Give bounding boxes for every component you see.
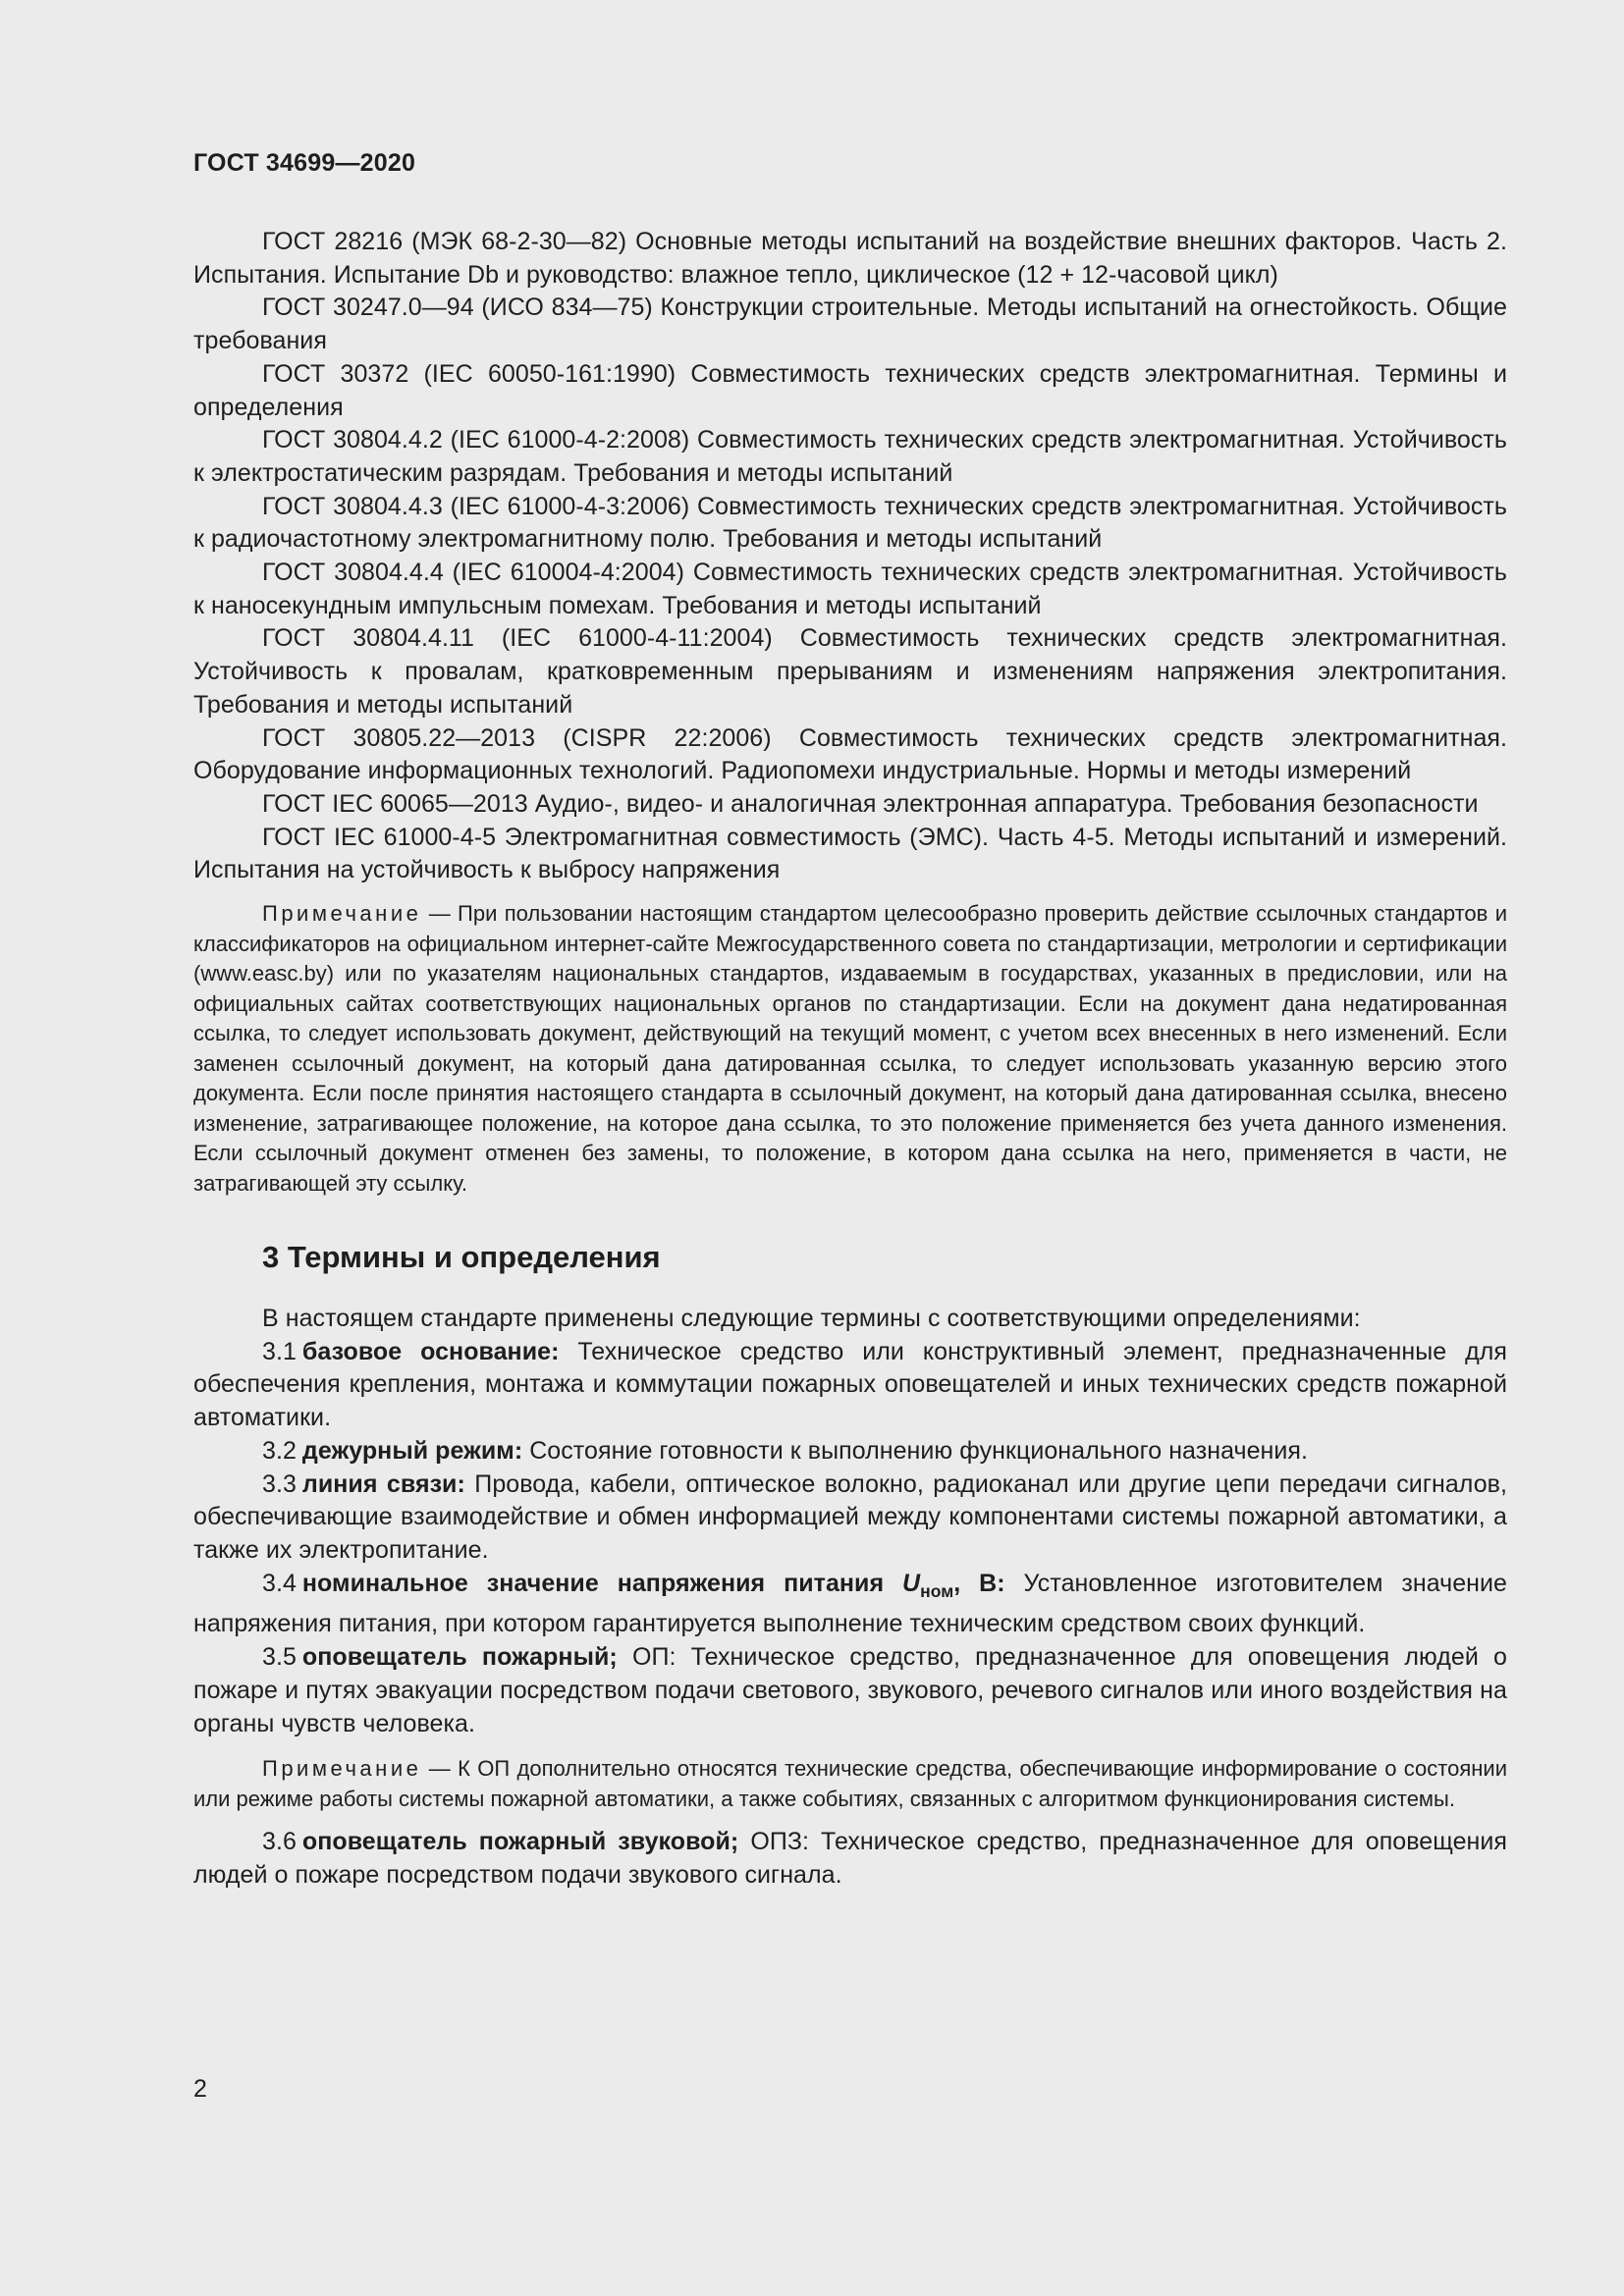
- term-definition: Провода, кабели, оптическое волокно, радиоканал или другие цепи передачи сигналов, обеспечивающие взаимодействие и обмен информацией между компонентами системы пожарной автоматики, а также их электропитание.: [193, 1469, 1507, 1564]
- note-term-3-5: [193, 1754, 1507, 1814]
- reference-item: ГОСТ IEC 61000-4-5 Электромагнитная совместимость (ЭМС). Часть 4-5. Методы испытаний и измерений. Испытания на устойчивость к выбросу напряжения: [193, 823, 1507, 884]
- term-name: оповещатель пожарный;: [301, 1643, 618, 1672]
- reference-item: ГОСТ 30247.0—94 (ИСО 834—75) Конструкции строительные. Методы испытаний на огнестойкость. Общие требования: [193, 294, 1507, 355]
- term-number: 3.5: [262, 1643, 297, 1672]
- term-definition: Состояние готовности к выполнению функционального назначения.: [522, 1436, 1308, 1465]
- reference-item: ГОСТ 30804.4.11 (IEC 61000-4-11:2004) Совместимость технических средств электромагнитная. Устойчивость к провалам, кратковременным прерываниям и изменениям напряжения электропитания. Требования и методы испытаний: [193, 624, 1507, 719]
- document-body: [193, 226, 1507, 1893]
- term-3-6: [193, 1826, 1507, 1892]
- reference-item: ГОСТ 30805.22—2013 (CISPR 22:2006) Совместимость технических средств электромагнитная. Оборудование информационных технологий. Радиопомехи индустриальные. Нормы и методы измерений: [193, 723, 1507, 785]
- term-definition: ОПЗ: Техническое средство, предназначенное для оповещения людей о пожаре посредством подачи звукового сигнала.: [193, 1828, 1507, 1889]
- term-name: номинальное значение напряжения питания: [301, 1569, 903, 1597]
- term-number: 3.2: [262, 1436, 297, 1465]
- term-3-4: [193, 1568, 1507, 1641]
- term-symbol-subscript: ном: [920, 1580, 954, 1601]
- term-definition: Техническое средство или конструктивный элемент, предназначенные для обеспечения крепления, монтажа и коммутации пожарных оповещателей и иных технических средств пожарной автоматики.: [193, 1337, 1507, 1432]
- note-references: [193, 899, 1507, 1199]
- term-name: оповещатель пожарный звуковой;: [301, 1828, 739, 1856]
- term-3-5: [193, 1641, 1507, 1740]
- term-number: 3.6: [262, 1828, 297, 1856]
- term-number: 3.4: [262, 1569, 297, 1597]
- term-number: 3.1: [262, 1337, 297, 1365]
- document-header: ГОСТ 34699—2020: [193, 149, 416, 177]
- reference-item: ГОСТ 28216 (МЭК 68-2-30—82) Основные методы испытаний на воздействие внешних факторов. Часть 2. Испытания. Испытание Db и руководство: влажное тепло, циклическое (12 + 12-часовой цикл): [193, 228, 1507, 289]
- note-label: Примечание: [262, 1756, 422, 1782]
- note-label: Примечание: [262, 901, 422, 927]
- term-number: 3.3: [262, 1469, 297, 1498]
- section-title: 3 Термины и определения: [262, 1240, 661, 1275]
- note-text: — При пользовании настоящим стандартом целесообразно проверить действие ссылочных стандартов и классификаторов на официальном интернет-сайте Межгосударственного совета по стандартизации, метрологии и сертификации (www.easc.by) или по указателям национальных стандартов, издаваемым в государствах, указанных в предисловии, или на официальных сайтах соответствующих национальных органов по стандартизации. Если на документ дана недатированная ссылка, то следует использовать документ, действующий на текущий момент, с учетом всех внесенных в него изменений. Если заменен ссылочный документ, на который дана датированная ссылка, то следует использовать указанную версию этого документа. Если после принятия настоящего стандарта в ссылочный документ, на который дана датированная ссылка, внесено изменение, затрагивающее положение, на которое дана ссылка, то это положение применяется без учета данного изменения. Если ссылочный документ отменен без замены, то положение, в котором дана ссылка на него, применяется в части, не затрагивающей эту ссылку.: [193, 901, 1507, 1196]
- section-intro: В настоящем стандарте применены следующие термины с соответствующими определениями:: [262, 1305, 1361, 1333]
- references-list: [193, 226, 1507, 887]
- term-3-1: [193, 1336, 1507, 1435]
- term-symbol: U: [902, 1569, 921, 1597]
- reference-item: ГОСТ 30804.4.4 (IEC 610004-4:2004) Совместимость технических средств электромагнитная. Устойчивость к наносекундным импульсным помехам. Требования и методы испытаний: [193, 559, 1507, 619]
- reference-item: ГОСТ 30372 (IEC 60050-161:1990) Совместимость технических средств электромагнитная. Термины и определения: [193, 359, 1507, 421]
- term-definition: ОП: Техническое средство, предназначенное для оповещения людей о пожаре и путях эвакуации посредством подачи светового, звукового, речевого сигналов или иного воздействия на органы чувств человека.: [193, 1643, 1508, 1737]
- term-name: базовое основание:: [301, 1337, 560, 1365]
- term-3-3: [193, 1468, 1507, 1568]
- note-text: — К ОП дополнительно относятся технические средства, обеспечивающие информирование о состоянии или режиме работы системы пожарной автоматики, а также событиях, связанных с алгоритмом функционирования системы.: [193, 1756, 1507, 1811]
- section-heading-wrap: [193, 1238, 1507, 1277]
- term-3-2: [193, 1435, 1507, 1468]
- term-definition: Установленное изготовителем значение напряжения питания, при котором гарантируется выполнение техническим средством своих функций.: [193, 1569, 1507, 1638]
- reference-item: ГОСТ 30804.4.2 (IEC 61000-4-2:2008) Совместимость технических средств электромагнитная. Устойчивость к электростатическим разрядам. Требования и методы испытаний: [193, 426, 1507, 487]
- reference-item: ГОСТ 30804.4.3 (IEC 61000-4-3:2006) Совместимость технических средств электромагнитная. Устойчивость к радиочастотному электромагнитному полю. Требования и методы испытаний: [193, 492, 1507, 554]
- page-number: 2: [193, 2075, 207, 2103]
- term-name-tail: , В:: [953, 1569, 1005, 1597]
- reference-item: ГОСТ IEC 60065—2013 Аудио-, видео- и аналогичная электронная аппаратура. Требования безопасности: [262, 789, 1479, 818]
- term-name: дежурный режим:: [301, 1436, 523, 1465]
- term-name: линия связи:: [301, 1469, 465, 1498]
